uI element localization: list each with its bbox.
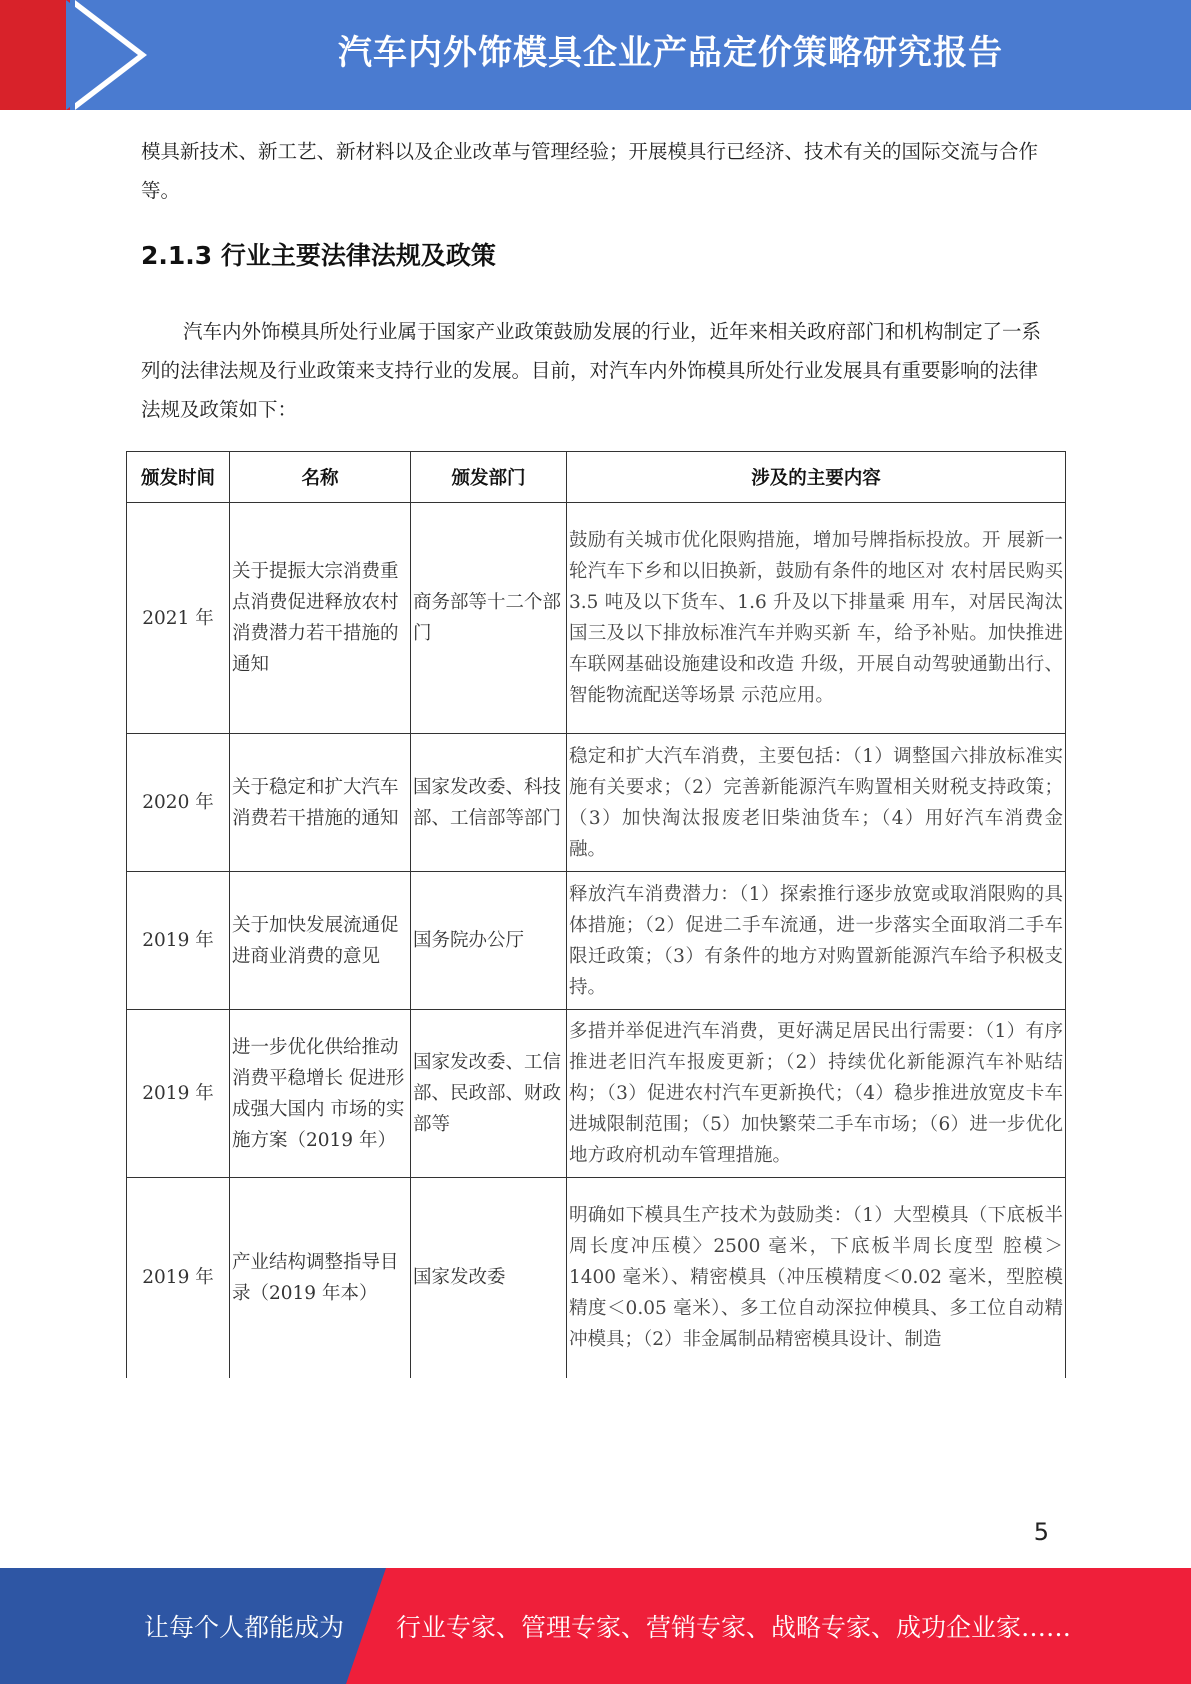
section-paragraph: 汽车内外饰模具所处行业属于国家产业政策鼓励发展的行业，近年来相关政府部门和机构制定了一系列的法律法规及行业政策来支持行业的发展。目前，对汽车内外饰模具所处行业发展具有重要影响的法律法规及政策如下： bbox=[141, 320, 1042, 421]
row-dept: 国家发改委 bbox=[411, 1178, 567, 1378]
row-name: 产业结构调整指导目录（2019 年本） bbox=[230, 1178, 411, 1378]
page-footer bbox=[0, 1568, 1191, 1684]
row-year: 2021 年 bbox=[127, 503, 230, 734]
row-year: 2019 年 bbox=[127, 1178, 230, 1378]
row-content: 鼓励有关城市优化限购措施，增加号牌指标投放。开 展新一轮汽车下乡和以旧换新，鼓励有条件的地区对 农村居民购买 3.5 吨及以下货车、1.6 升及以下排量乘 用车，对居民淘汰国三及以下排放标准汽车并购买新 车，给予补贴。加快推进车联网基础设施建设和改造 升级，开展自动驾驶通勤出行、智能物流配送等场景 示范应用。 bbox=[567, 503, 1066, 734]
page-number: 5 bbox=[1033, 1518, 1049, 1546]
intro-paragraph: 模具新技术、新工艺、新材料以及企业改革与管理经验；开展模具行已经济、技术有关的国际交流与合作等。 bbox=[141, 140, 1039, 202]
footer-slogan-right: 行业专家、管理专家、营销专家、战略专家、成功企业家…… bbox=[396, 1613, 1072, 1642]
footer-blue-slope bbox=[346, 1568, 386, 1684]
page-header bbox=[0, 0, 1191, 110]
table-row bbox=[127, 503, 1066, 734]
footer-slogan-left: 让每个人都能成为 bbox=[144, 1613, 345, 1642]
header-name: 名称 bbox=[230, 452, 411, 503]
row-name: 进一步优化供给推动消费平稳增长 促进形成强大国内 市场的实施方案（2019 年） bbox=[230, 1010, 411, 1178]
row-content: 多措并举促进汽车消费，更好满足居民出行需要：（1）有序推进老旧汽车报废更新；（2）持续优化新能源汽车补贴结构；（3）促进农村汽车更新换代；（4）稳步推进放宽皮卡车进城限制范围；（5）加快繁荣二手车市场；（6）进一步优化地方政府机动车管理措施。 bbox=[567, 1010, 1066, 1178]
table-header-row bbox=[127, 452, 1066, 503]
row-content: 释放汽车消费潜力：（1）探索推行逐步放宽或取消限购的具体措施；（2）促进二手车流通，进一步落实全面取消二手车限迁政策；（3）有条件的地方对购置新能源汽车给予积极支持。 bbox=[567, 872, 1066, 1010]
table-row bbox=[127, 872, 1066, 1010]
header-blue-chevron bbox=[66, 0, 138, 110]
row-content: 明确如下模具生产技术为鼓励类：（1）大型模具（下底板半周长度冲压模〉2500 毫米，下底板半周长度型 腔模＞1400 毫米）、精密模具（冲压模精度＜0.02 毫米，型腔模精度＜0.05 毫米）、多工位自动深拉伸模具、多工位自动精冲模具；（2）非金属制品精密模具设计、制造 bbox=[567, 1178, 1066, 1378]
row-year: 2019 年 bbox=[127, 872, 230, 1010]
row-year: 2020 年 bbox=[127, 734, 230, 872]
row-dept: 国务院办公厅 bbox=[411, 872, 567, 1010]
section-heading: 2.1.3 行业主要法律法规及政策 bbox=[141, 241, 496, 270]
policy-table bbox=[126, 451, 1066, 1378]
header-main-content: 涉及的主要内容 bbox=[567, 452, 1066, 503]
table-row bbox=[127, 1010, 1066, 1178]
row-dept: 商务部等十二个部门 bbox=[411, 503, 567, 734]
row-content: 稳定和扩大汽车消费，主要包括：（1）调整国六排放标准实施有关要求；（2）完善新能源汽车购置相关财税支持政策；（3）加快淘汰报废老旧柴油货车；（4）用好汽车消费金融。 bbox=[567, 734, 1066, 872]
row-dept: 国家发改委、科技部、工信部等部门 bbox=[411, 734, 567, 872]
table-row bbox=[127, 1178, 1066, 1378]
row-name: 关于提振大宗消费重点消费促进释放农村消费潜力若干措施的通知 bbox=[230, 503, 411, 734]
row-name: 关于加快发展流通促进商业消费的意见 bbox=[230, 872, 411, 1010]
row-name: 关于稳定和扩大汽车消费若干措施的通知 bbox=[230, 734, 411, 872]
row-year: 2019 年 bbox=[127, 1010, 230, 1178]
row-dept: 国家发改委、工信部、民政部、财政部等 bbox=[411, 1010, 567, 1178]
report-title: 汽车内外饰模具企业产品定价策略研究报告 bbox=[338, 33, 1003, 73]
header-department: 颁发部门 bbox=[411, 452, 567, 503]
table-row bbox=[127, 734, 1066, 872]
header-issue-time: 颁发时间 bbox=[127, 452, 230, 503]
